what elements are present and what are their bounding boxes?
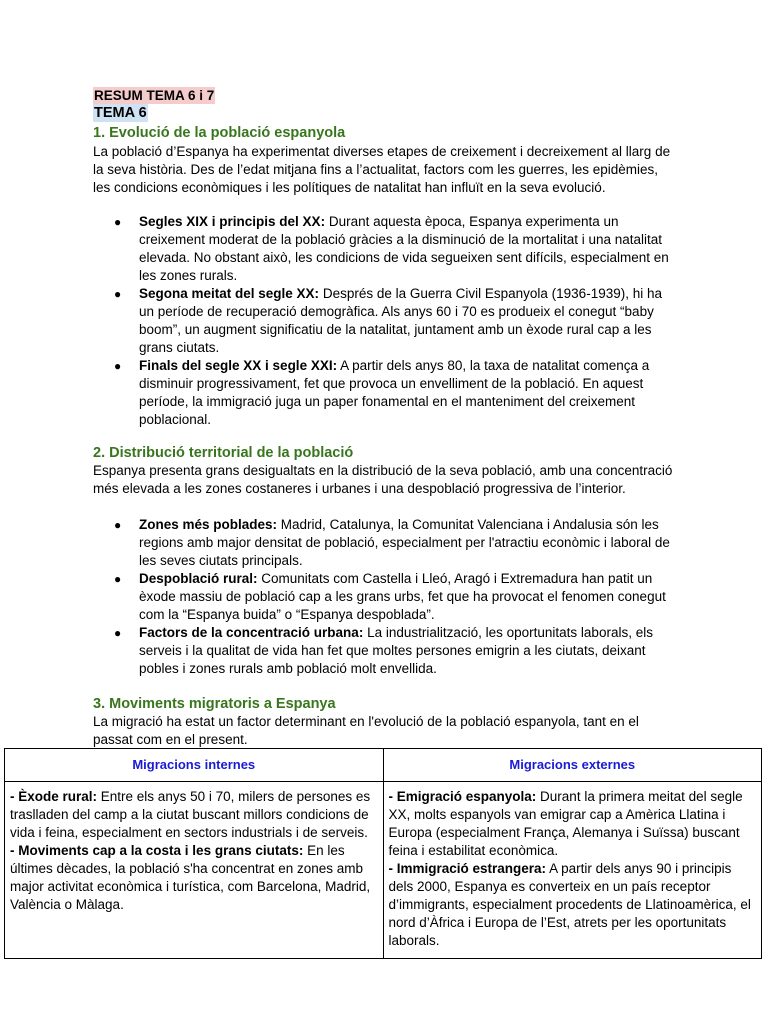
table-entry [389,860,757,950]
bullet-icon: ● [114,287,122,301]
list-item [93,213,673,285]
entry-text: Entre els anys 50 i 70, milers de persones es traslladen del camp a la ciutat buscant millors condicions de vida i feina, especialment en sectors industrials i de serveis. [10,789,371,840]
bullet-icon: ● [114,626,122,640]
internal-migrations-cell [5,782,384,959]
bullet-term: Segona meitat del segle XX: [139,286,320,301]
bullet-icon: ● [114,518,122,532]
section-3-heading: 3. Moviments migratoris a Espanya [93,696,336,712]
bullet-icon: ● [114,215,122,229]
bullet-text: La industrialització, les oportunitats laborals, els serveis i la qualitat de vida han fet que moltes persones emigrin a les ciutats, deixant pobles i zones rurals amb població molt envellida. [139,625,653,676]
section-2-intro: Espanya presenta grans desigualtats en la distribució de la seva població, amb una concentració més elevada a les zones costaneres i urbanes i una despoblació progressiva de l’interior. [93,463,673,496]
bullet-text: Després de la Guerra Civil Espanyola (1936-1939), hi ha un període de recuperació demogràfica. Als anys 60 i 70 es produeix el conegut “baby boom”, un augment significatiu de la natalitat, juntament amb un èxode rural cap a les grans ciutats. [139,286,662,355]
list-item [93,357,673,429]
table-entry [10,842,378,914]
list-item [93,516,673,570]
section-3-intro: La migració ha estat un factor determinant en l'evolució de la població espanyola, tant en el passat com en el present. [93,714,639,747]
list-item [93,285,673,357]
external-migrations-cell [383,782,762,959]
table-row [5,782,762,959]
table-entry [389,788,757,860]
entry-term: - Moviments cap a la costa i les grans ciutats: [10,843,304,858]
entry-text: En les últimes dècades, la població s'ha concentrat en zones amb major activitat econòmica i turística, com Barcelona, Madrid, València o Màlaga. [10,843,371,912]
bullet-icon: ● [114,359,122,373]
entry-text: Durant la primera meitat del segle XX, molts espanyols van emigrar cap a Amèrica Llatina i Europa (especialment França, Alemanya i Suïssa) buscant feina i estabilitat econòmica. [388,789,743,858]
entry-term: - Emigració espanyola: [388,789,537,804]
bullet-icon: ● [114,572,122,586]
bullet-term: Zones més poblades: [139,517,278,532]
section-2-heading: 2. Distribució territorial de la població [93,445,354,461]
list-item [93,570,673,624]
bullet-term: Factors de la concentració urbana: [139,625,364,640]
section-2-list [93,516,673,678]
entry-term: - Immigració estrangera: [388,861,547,876]
bullet-text: Comunitats com Castella i Lleó, Aragó i Extremadura han patit un èxode massiu de població cap a les grans urbs, fet que ha provocat el fenomen conegut com la “Espanya buida” o “Espanya despoblada”. [139,571,666,622]
bullet-text: Durant aquesta època, Espanya experimenta un creixement moderat de la població gràcies a la disminució de la mortalitat i una natalitat elevada. No obstant això, les condicions de vida segueixen sent difícils, especialment en les zones rurals. [139,214,669,283]
entry-text: A partir dels anys 90 i principis dels 2000, Espanya es converteix en un país receptor d’immigrants, especialment procedents de Llatinoamèrica, el nord d’Àfrica i Europa de l’Est, atrets per les oportunitats laborals. [388,861,751,948]
bullet-term: Despoblació rural: [139,571,258,586]
bullet-text: A partir dels anys 80, la taxa de natalitat comença a disminuir progressivament, fet que provoca un envelliment de la població. En aquest període, la immigració juga un paper fonamental en el manteniment del creixement poblacional. [139,358,650,427]
bullet-text: Madrid, Catalunya, la Comunitat Valenciana i Andalusia són les regions amb major densitat de població, especialment per l'atractiu econòmic i laboral de les seves ciutats principals. [139,517,670,568]
tema-label: TEMA 6 [94,105,147,121]
section-1-heading: 1. Evolució de la població espanyola [93,125,346,141]
external-migrations-header: Migracions externes [383,749,762,782]
bullet-term: Finals del segle XX i segle XXI: [139,358,338,373]
migrations-table [4,748,762,959]
section-1-intro: La població d’Espanya ha experimentat diverses etapes de creixement i decreixement al llarg de la seva història. Des de l’edat mitjana fins a l’actualitat, factors com les guerres, les epidèmies, les condicions econòmiques i les polítiques de natalitat han influït en la seva evolució. [93,144,671,195]
bullet-term: Segles XIX i principis del XX: [139,214,326,229]
document-title: RESUM TEMA 6 i 7 [94,88,215,103]
entry-term: - Èxode rural: [10,789,98,804]
section-1-list [93,213,673,429]
internal-migrations-header: Migracions internes [5,749,384,782]
list-item [93,624,673,678]
table-entry [10,788,378,842]
table-header-row [5,749,762,782]
